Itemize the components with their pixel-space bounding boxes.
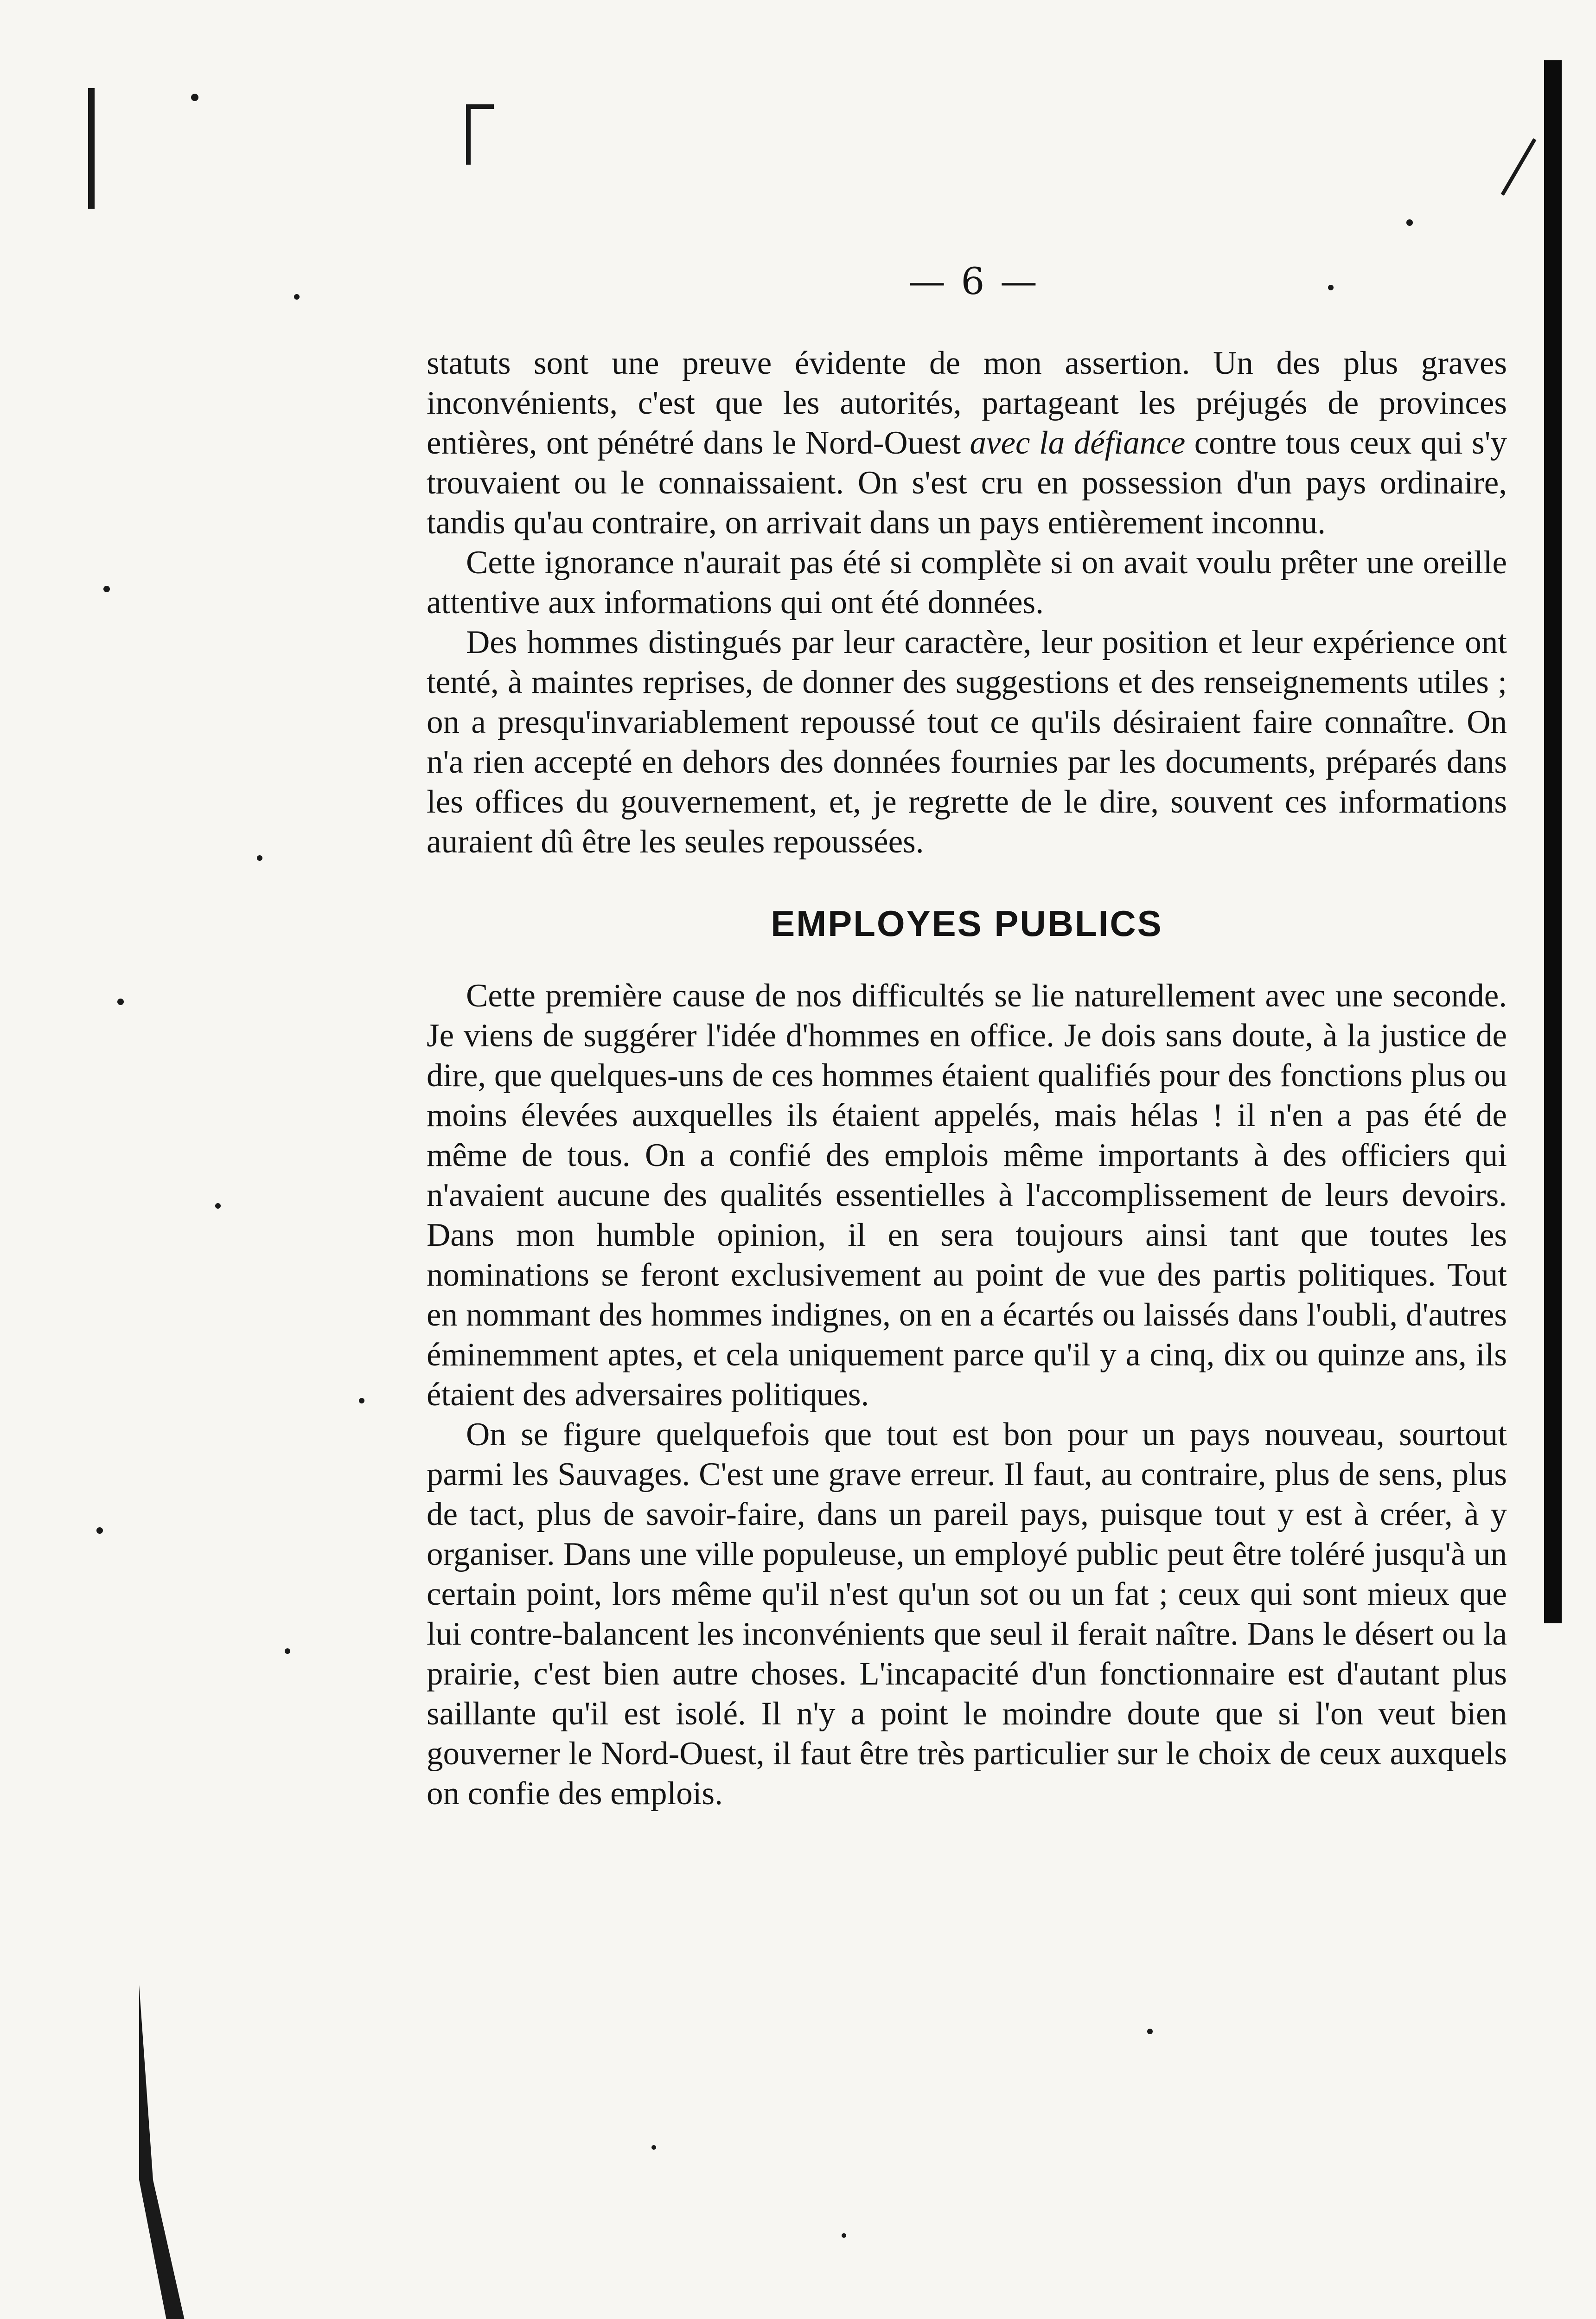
right-margin-bar [1544, 60, 1562, 1623]
left-edge-mark [88, 88, 95, 209]
paragraph-2: Cette ignorance n'aurait pas été si complète si on avait voulu prêter une oreille attentive aux informations qui ont été données. [427, 545, 1507, 621]
paragraph-1 [427, 343, 1507, 543]
paragraph-3: Des hommes distingués par leur caractère, leur position et leur expérience ont tenté, à maintes reprises, de donner des suggestions et des renseignements utiles ; on a presqu'invariablement repoussé tout ce qu'ils désiraient faire connaître. On n'a rien accepté en dehors des données fournies par les documents, préparés dans les offices du gouvernement, et, je regrette de le dire, souvent ces informations auraient dû être les seules repoussées. [427, 624, 1507, 860]
page-number: — 6 — [908, 260, 1039, 303]
paragraph-1-tail: contre tous ceux qui s'y trouvaient ou le connaissaient. On s'est cru en possession d'un pays ordinaire, tandis qu'au contraire, on arrivait dans un pays entièrement inconnu. [427, 425, 1507, 541]
paragraph-1-emphasis: avec la défiance [970, 425, 1186, 461]
text-column [427, 343, 1507, 1813]
section-heading: EMPLOYES PUBLICS [771, 903, 1163, 944]
top-bracket-mark [466, 104, 471, 165]
top-right-tick [1502, 139, 1535, 195]
paragraph-1-lead: statuts sont une preuve évidente de mon assertion. Un des plus graves inconvénients, c'est que les autorités, partageant les préjugés de provinces entières, ont pénétré dans le Nord-Ouest [427, 345, 1507, 461]
paragraph-5: On se figure quelquefois que tout est bon pour un pays nouveau, sourtout parmi les Sauvages. C'est une grave erreur. Il faut, au contraire, plus de sens, plus de tact, plus de savoir-faire, dans un pareil pays, puisque tout y est à créer, à y organiser. Dans une ville populeuse, un employé public peut être toléré jusqu'à un certain point, lors même qu'il n'est qu'un sot ou un fat ; ceux qui sont mieux que lui contre-balancent les inconvénients que seul il ferait naître. Dans le désert ou la prairie, c'est bien autre choses. L'incapacité d'un fonctionnaire est d'autant plus saillante qu'il est isolé. Il n'y a point le moindre doute que si l'on veut bien gouverner le Nord-Ouest, il faut être très particulier sur le choix de ceux auxquels on confie des emplois. [427, 1416, 1507, 1812]
paragraph-4: Cette première cause de nos difficultés se lie naturellement avec une seconde. Je viens de suggérer l'idée d'hommes en office. Je dois sans doute, à la justice de dire, que quelques-uns de ces hommes étaient qualifiés pour des fonctions plus ou moins élevées auxquelles ils étaient appelés, mais hélas ! il n'en a pas été de même de tous. On a confié des emplois même importants à des officiers qui n'avaient aucune des qualités essentielles à l'accomplissement de leurs devoirs. Dans mon humble opinion, il en sera toujours ainsi tant que toutes les nominations se feront exclusivement au point de vue des partis politiques. Tout en nommant des hommes indignes, on en a écartés ou laissés dans l'oubli, d'autres éminemment aptes, et cela uniquement parce qu'il y a cinq, dix ou quinze ans, ils étaient des adversaires politiques. [427, 978, 1507, 1413]
bottom-left-smudge [139, 1985, 195, 2319]
